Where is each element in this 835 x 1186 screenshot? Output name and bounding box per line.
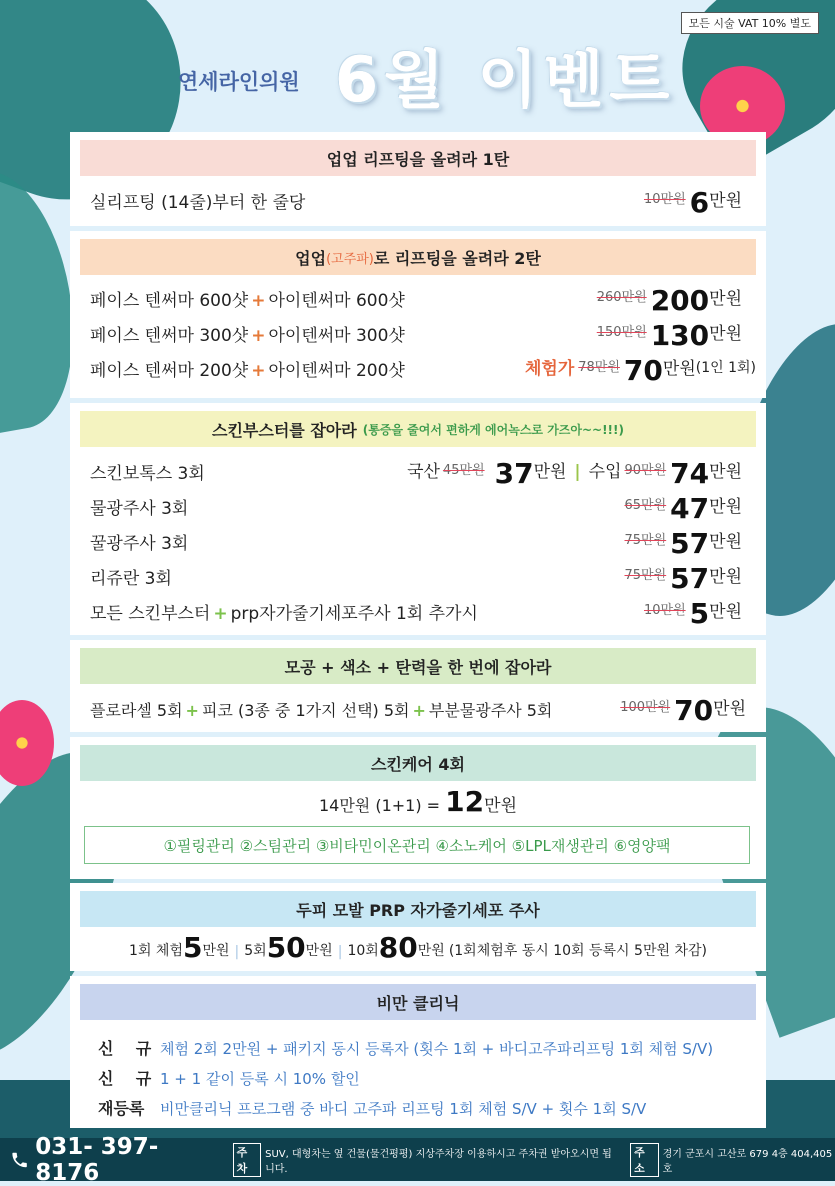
event-title: 6월 이벤트 [335, 43, 676, 116]
footer-bar [0, 1133, 835, 1186]
old-price: 10만원 [643, 192, 686, 207]
clinic-name: 연세라인의원 [178, 70, 300, 94]
price-row: 리쥬란 3회 75만원 57 만원 [90, 562, 742, 595]
section-title: 두피 모발 PRP 자가줄기세포 주사 [80, 891, 756, 927]
section-scalp-prp [70, 883, 766, 971]
section-title: 스킨부스터를 잡아라 (통증을 줄여서 편하게 에어녹스로 가즈아~~!!!) [80, 411, 756, 447]
new-price: 200 [650, 284, 710, 317]
list-item: 신 규 1 + 1 같이 등록 시 10% 할인 [98, 1069, 360, 1088]
section-skincare [70, 737, 766, 879]
list-item: 재등록 비만클리닉 프로그램 중 바디 고주파 리프팅 1회 체험 S/V + 횟수 1회 S/V [98, 1099, 647, 1118]
parking-info: SUV, 대형차는 옆 건물(물건평평) 지상주차장 이용하시고 주차권 받아오시면 됩니다. [265, 1148, 612, 1175]
address-info: 경기 군포시 고산로 679 4층 404,405호 [662, 1148, 833, 1175]
phone-icon [10, 1150, 29, 1170]
address-tag: 주소 [630, 1143, 658, 1177]
section-title: 업업 리프팅을 올려라 1탄 [80, 140, 756, 176]
import-price: 74 [670, 457, 710, 490]
price-row: 페이스 텐써마 300샷 + 아이텐써마 300샷 150만원 130 만원 [90, 319, 742, 352]
new-price: 6 [689, 186, 710, 219]
price-unit: 만원 [709, 191, 742, 211]
section-title: 모공 + 색소 + 탄력을 한 번에 잡아라 [80, 648, 756, 684]
package-row: 플로라셀 5회 + 피코 (3종 중 1가지 선택) 5회 + 부분물광주사 5회 100만원 70 만원 [90, 694, 746, 727]
botox-row: 스킨보톡스 3회 국산 45만원 37 만원 | 수입 90만원 74 만원 [90, 457, 742, 490]
parking-tag: 주차 [233, 1143, 261, 1177]
skincare-options: ①필링관리 ②스팀관리 ③비타민이온관리 ④소노케어 ⑤LPL재생관리 ⑥영양팩 [84, 826, 750, 864]
limit-note: (1인 1회) [695, 360, 756, 376]
list-item: 신 규 체험 2회 2만원 + 패키지 동시 등록자 (횟수 1회 + 바디고주파리프팅 1회 체험 S/V) [98, 1039, 714, 1058]
section-lifting-1 [70, 132, 766, 226]
obesity-list [98, 1034, 713, 1124]
section-subtitle: (통증을 줄여서 편하게 에어녹스로 가즈아~~!!!) [362, 422, 624, 437]
addon-row: 모든 스킨부스터 + prp자가줄기세포주사 1회 추가시 10만원 5 만원 [90, 597, 742, 630]
scalp-price-line: 1회 체험 5 만원 | 5회 50 만원 | 10회 80 만원 (1회체험후 동시 10회 등록시 5만원 차감) [129, 931, 707, 964]
vat-note: 모든 시술 VAT 10% 별도 [681, 12, 819, 34]
section-title: 스킨케어 4회 [80, 745, 756, 781]
phone-number[interactable]: 031- 397- 8176 [10, 1134, 223, 1186]
section-lifting-2 [70, 231, 766, 398]
section-pore-pigment [70, 640, 766, 732]
price-row: 꿀광주사 3회 75만원 57 만원 [90, 527, 742, 560]
old-price: 78만원 [578, 360, 620, 375]
price-row: 페이스 텐써마 200샷 + 아이텐써마 200샷 체험가 78만원 70 만원 (1인 1회) [90, 354, 756, 387]
domestic-price: 37 [494, 457, 534, 490]
new-price: 130 [650, 319, 710, 352]
price-row: 페이스 텐써마 600샷 + 아이텐써마 600샷 260만원 200 만원 [90, 284, 742, 317]
item-name: 실리프팅 (14줄)부터 한 줄당 [90, 193, 306, 213]
title-highlight: (고주파) [326, 251, 374, 267]
section-title: 비만 클리닉 [80, 984, 756, 1020]
trial-label: 체험가 [524, 359, 575, 379]
section-obesity-clinic [70, 976, 766, 1128]
old-price: 260만원 [596, 290, 647, 305]
old-price: 150만원 [596, 325, 647, 340]
new-price: 70 [623, 354, 663, 387]
section-skin-booster [70, 403, 766, 635]
skincare-price-line: 14만원 (1+1) = 12만원 [318, 785, 517, 818]
price-row: 물광주사 3회 65만원 47 만원 [90, 492, 742, 525]
price-row [90, 188, 742, 218]
section-title: 업업 (고주파) 로 리프팅을 올려라 2탄 [80, 239, 756, 275]
